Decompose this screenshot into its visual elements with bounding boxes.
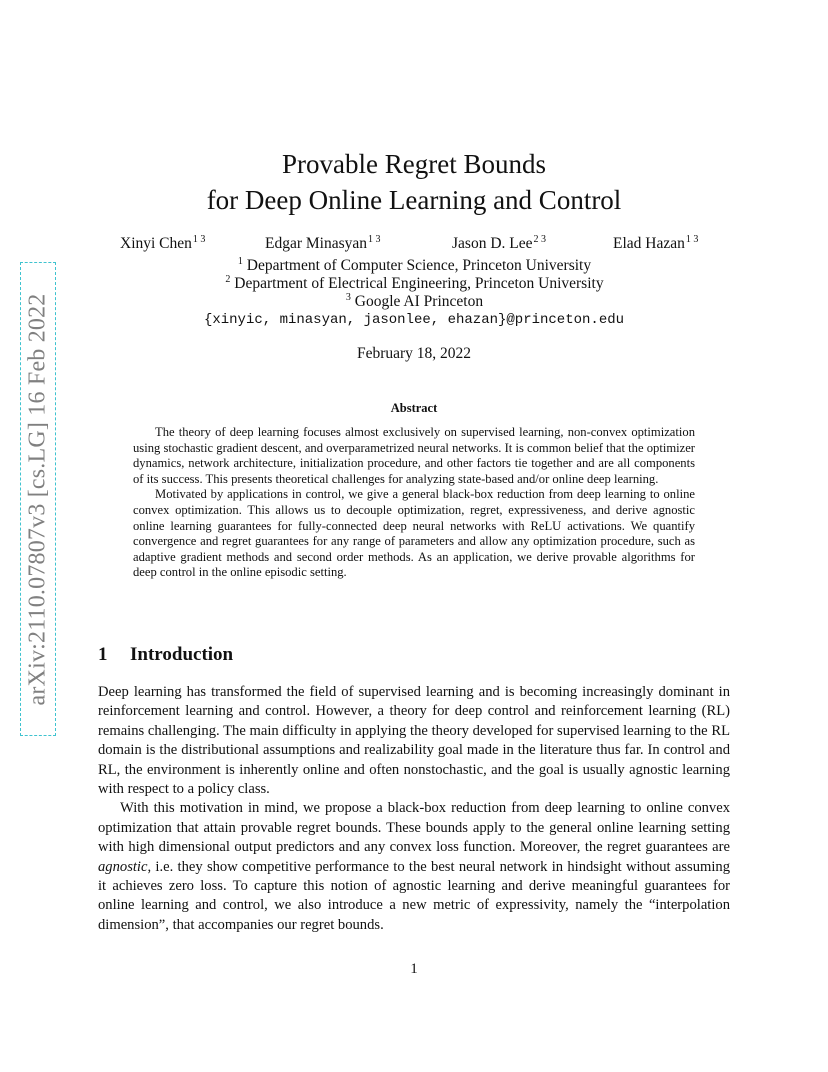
author-2 bbox=[265, 234, 381, 253]
affil-mark: 1 bbox=[237, 256, 243, 267]
affil-text: Google AI Princeton bbox=[354, 293, 484, 310]
affiliation-2 bbox=[0, 274, 828, 293]
affiliation-3 bbox=[0, 292, 828, 311]
author-name: Xinyi Chen bbox=[120, 235, 192, 252]
abstract-body bbox=[133, 425, 695, 581]
author-4 bbox=[613, 234, 698, 253]
author-affil-mark: 1 3 bbox=[685, 234, 699, 245]
author-name: Elad Hazan bbox=[613, 235, 685, 252]
paper-date: February 18, 2022 bbox=[356, 345, 472, 362]
author-affil-mark: 1 3 bbox=[192, 234, 206, 245]
section-title: Introduction bbox=[130, 644, 234, 665]
affil-mark: 2 bbox=[225, 274, 231, 285]
section-heading bbox=[98, 644, 233, 666]
author-affil-mark: 2 3 bbox=[533, 234, 546, 245]
author-1 bbox=[120, 234, 205, 253]
author-affil-mark: 1 3 bbox=[368, 234, 381, 245]
author-list bbox=[0, 234, 828, 256]
paragraph-text: , i.e. they show competitive performance to the best neural network in hindsight without assuming it achieves zero loss. To capture this notion of agnostic learning and derive meaningful guarantees for online learning and control, we also introduce a new metric of expressivity, namely the “interpolation dimension”, that accompanies our regret bounds. bbox=[98, 858, 730, 933]
affil-text: Department of Computer Science, Princeton University bbox=[246, 257, 592, 274]
abstract-paragraph-1: The theory of deep learning focuses almost exclusively on supervised learning, non-convex optimization using stochastic gradient descent, and overparametrized neural networks. It is common belief that the optimizer dynamics, network architecture, initialization procedure, and other factors tie together and are all components of its success. This presents theoretical challenges for analyzing state-based and/or online deep learning. bbox=[133, 425, 695, 486]
emphasis-agnostic: agnostic bbox=[98, 858, 148, 875]
paper-title bbox=[0, 146, 828, 218]
abstract-heading: Abstract bbox=[390, 401, 438, 415]
arxiv-identifier: arXiv:2110.07807v3 [cs.LG] 16 Feb 2022 bbox=[24, 293, 51, 705]
author-name: Edgar Minasyan bbox=[265, 235, 368, 252]
author-3 bbox=[452, 234, 546, 253]
affiliation-1 bbox=[0, 256, 828, 275]
author-emails: {xinyic, minasyan, jasonlee, ehazan}@princeton.edu bbox=[203, 312, 625, 328]
body-paragraph-1: Deep learning has transformed the field of supervised learning and is becoming increasingly dominant in reinforcement learning and control. However, a theory for deep control and reinforcement learning (RL) remains challenging. The main difficulty in applying the theory developed for supervised learning to the RL domain is the distributional assumptions and realizability goal made in the literature thus far. In control and RL, the environment is inherently online and often nonstochastic, and the goal is usually agnostic learning with respect to a policy class. bbox=[98, 684, 730, 798]
arxiv-stamp bbox=[20, 262, 56, 736]
title-line-1: Provable Regret Bounds bbox=[282, 149, 546, 179]
section-body bbox=[98, 683, 730, 935]
author-name: Jason D. Lee bbox=[452, 235, 533, 252]
section-number: 1 bbox=[98, 644, 108, 665]
abstract-paragraph-2: Motivated by applications in control, we give a general black-box reduction from deep learning to online convex optimization. This allows us to decouple optimization, regret, expressiveness, and derive agnostic online learning guarantees for fully-connected deep neural networks with ReLU activations. We quantify convergence and regret guarantees for any range of parameters and allow any optimization procedure, such as adaptive gradient methods and second order methods. As an application, we derive provable algorithms for deep control in the online episodic setting. bbox=[133, 487, 695, 580]
page-number: 1 bbox=[410, 961, 418, 977]
title-line-2: for Deep Online Learning and Control bbox=[206, 185, 622, 215]
body-paragraph-2 bbox=[98, 799, 730, 935]
paragraph-text: With this motivation in mind, we propose a black-box reduction from deep learning to online convex optimization that attain provable regret bounds. These bounds apply to the general online learning setting with high dimensional output predictors and any convex loss function. Moreover, the regret guarantees are bbox=[98, 800, 730, 856]
affil-text: Department of Electrical Engineering, Princeton University bbox=[234, 275, 604, 292]
affil-mark: 3 bbox=[345, 292, 351, 303]
